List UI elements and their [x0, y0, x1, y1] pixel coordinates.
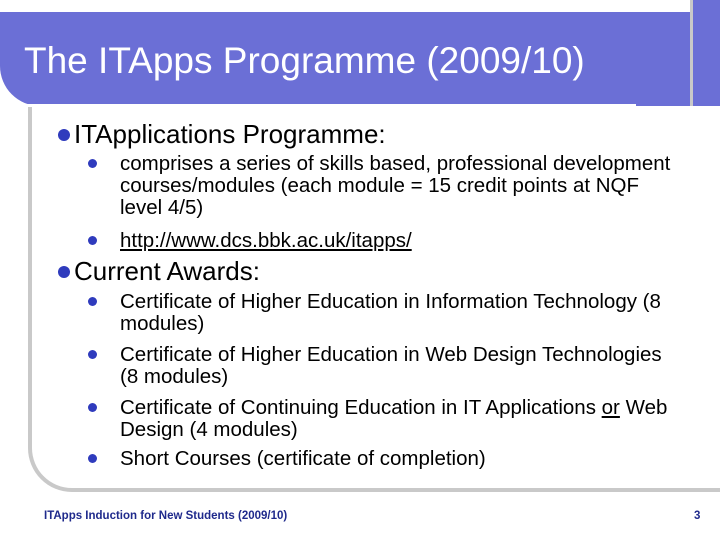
list-item-award-it — [120, 291, 680, 335]
list-item-award-web — [120, 344, 680, 388]
bullet-dot-icon — [88, 454, 97, 463]
slide-title: The ITApps Programme (2009/10) — [24, 40, 585, 81]
list-item-text: Certificate of Higher Education in Web Design Technologies (8 modules) — [120, 343, 662, 388]
list-item-programme-link[interactable] — [120, 230, 680, 252]
list-item-award-continuing — [120, 397, 680, 441]
list-item-text-before: Certificate of Continuing Education in IT Applications — [120, 396, 602, 419]
list-item-text-emphasis: or — [601, 396, 620, 419]
bullet-dot-icon — [88, 403, 97, 412]
section-heading-programme — [58, 119, 386, 150]
list-item-short-courses — [120, 448, 680, 470]
bullet-dot-icon — [58, 266, 70, 278]
list-item-text: comprises a series of skills based, professional development courses/modules (each module = 15 credit points at NQF level 4/5) — [120, 152, 671, 219]
list-item-text: Certificate of Higher Education in Information Technology (8 modules) — [120, 290, 661, 335]
programme-link[interactable]: http://www.dcs.bbk.ac.uk/itapps/ — [120, 229, 412, 252]
footer-title: ITApps Induction for New Students (2009/10) — [44, 510, 288, 522]
list-item-text-after: Web Design (4 modules) — [120, 396, 668, 441]
section-heading-text: Current Awards: — [74, 256, 260, 286]
bullet-dot-icon — [88, 297, 97, 306]
list-item-programme-description — [120, 153, 680, 219]
bullet-dot-icon — [88, 236, 97, 245]
bullet-dot-icon — [88, 350, 97, 359]
bullet-dot-icon — [88, 159, 97, 168]
section-heading-awards — [58, 256, 260, 287]
list-item-text: Short Courses (certificate of completion) — [120, 447, 486, 470]
bullet-dot-icon — [58, 129, 70, 141]
page-number: 3 — [694, 510, 701, 522]
section-heading-text: ITApplications Programme: — [74, 119, 386, 149]
